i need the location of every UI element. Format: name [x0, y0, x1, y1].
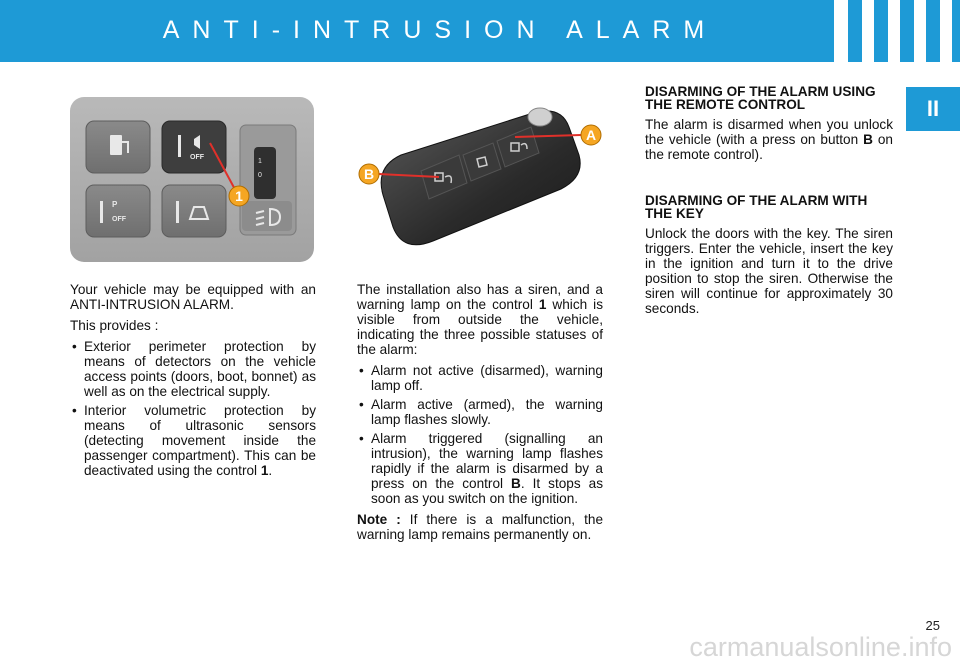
- svg-text:P: P: [112, 200, 118, 209]
- section-heading-remote: DISARMING OF THE ALARM USING THE REMOTE CONTROL: [645, 84, 876, 112]
- callout-control-1: 1: [235, 188, 243, 204]
- installation-paragraph: The installation also has a siren, and a warning lamp on the control 1 which is visible from outside the vehicle, indicating the three possible statuses of the alarm:: [357, 282, 603, 357]
- callout-button-a: A: [585, 127, 597, 143]
- list-item: • Alarm triggered (signalling an intrusion), the warning lamp flashes rapidly if the alarm is disarmed by a press on the control B. It stops as soon as you switch on the ignition.: [357, 431, 603, 506]
- note-paragraph: Note : If there is a malfunction, the warning lamp remains permanently on.: [357, 512, 604, 542]
- control-panel-photo: [70, 97, 314, 262]
- list-item: • Interior volumetric protection by means of ultrasonic sensors (detecting movement inside the passenger compartment). This can be deactivated using the control 1.: [70, 403, 316, 478]
- protection-list: [70, 339, 316, 478]
- section-heading-key: DISARMING OF THE ALARM WITH THE KEY: [645, 193, 868, 221]
- page-title: ANTI-INTRUSION ALARM: [162, 16, 718, 44]
- provides-paragraph: This provides :: [70, 318, 159, 333]
- column-disarming: [645, 85, 893, 322]
- intro-paragraph: Your vehicle may be equipped with an ANTI-INTRUSION ALARM.: [70, 282, 316, 312]
- page-header: [0, 0, 960, 62]
- column-statuses: [357, 282, 603, 548]
- header-stripes: [832, 0, 960, 62]
- watermark: carmanualsonline.info: [689, 632, 952, 662]
- remote-paragraph: The alarm is disarmed when you unlock the vehicle (with a press on button B on the remote control).: [645, 117, 893, 162]
- list-item: • Exterior perimeter protection by means of detectors on the vehicle access points (doors, boot, bonnet) as well as on the electrical supply.: [70, 339, 316, 399]
- panel-off-label-bottom: OFF: [112, 216, 126, 223]
- column-intro: [70, 282, 316, 484]
- list-item: • Alarm not active (disarmed), warning lamp off.: [357, 363, 603, 393]
- chapter-tab: II: [906, 87, 960, 131]
- callout-button-b: B: [363, 166, 375, 182]
- page-number: 25: [925, 618, 940, 633]
- panel-level-1: 1: [258, 158, 262, 165]
- remote-key-photo: [355, 95, 617, 260]
- panel-level-0: 0: [258, 172, 262, 179]
- status-list: [357, 363, 603, 506]
- list-item: • Alarm active (armed), the warning lamp flashes slowly.: [357, 397, 603, 427]
- key-paragraph: Unlock the doors with the key. The siren triggers. Enter the vehicle, insert the key in the ignition and turn it to the drive position to stop the siren. Otherwise the siren will continue for approximately 30 seconds.: [645, 226, 893, 316]
- panel-off-label-top: OFF: [190, 154, 204, 161]
